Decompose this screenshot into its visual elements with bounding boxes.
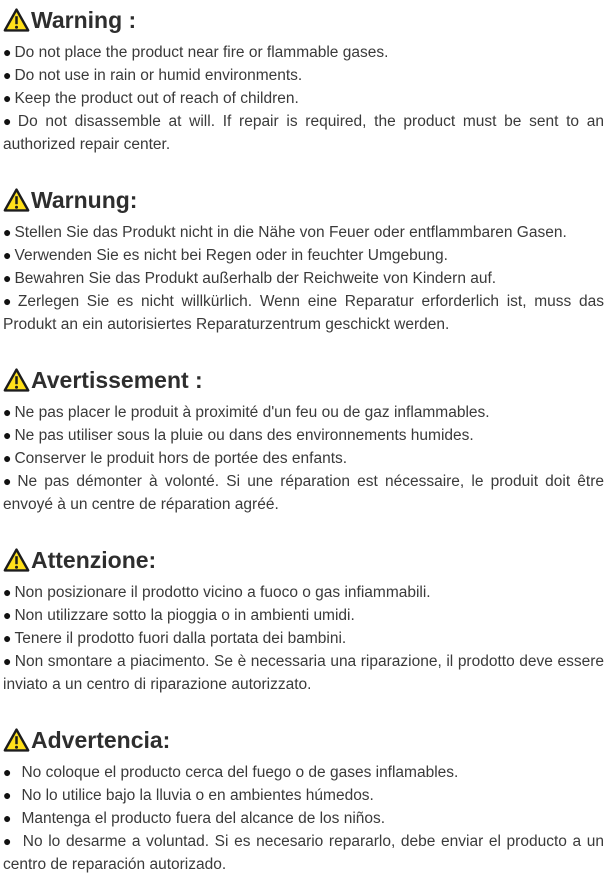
bullet-dot-icon: ● xyxy=(3,44,12,60)
exclamation-dot xyxy=(15,206,18,209)
bullet-dot-icon: ● xyxy=(3,787,12,803)
bullet-item xyxy=(3,221,604,244)
bullet-list xyxy=(3,761,604,876)
exclamation-bar xyxy=(15,736,18,744)
bullet-text: Verwenden Sie es nicht bei Regen oder in feuchter Umgebung. xyxy=(14,247,448,264)
bullet-item xyxy=(3,581,604,604)
bullet-list xyxy=(3,401,604,516)
section-heading: Warning : xyxy=(31,7,137,33)
bullet-dot-icon: ● xyxy=(3,224,12,240)
bullet-list xyxy=(3,581,604,696)
warning-section-german xyxy=(3,185,604,336)
section-heading-row xyxy=(3,725,604,755)
bullet-dot-icon: ● xyxy=(3,293,15,309)
section-heading: Avertissement : xyxy=(31,367,203,393)
bullet-dot-icon: ● xyxy=(3,90,12,106)
bullet-item xyxy=(3,244,604,267)
bullet-item xyxy=(3,627,604,650)
bullet-dot-icon: ● xyxy=(3,764,12,780)
bullet-item xyxy=(3,87,604,110)
bullet-item xyxy=(3,290,604,336)
bullet-dot-icon: ● xyxy=(3,67,12,83)
bullet-text: Ne pas utiliser sous la pluie ou dans des environnements humides. xyxy=(14,427,474,444)
warning-triangle-icon xyxy=(3,727,30,753)
bullet-text: Bewahren Sie das Produkt außerhalb der Reichweite von Kindern auf. xyxy=(14,270,497,287)
bullet-item xyxy=(3,784,604,807)
bullet-text: Conserver le produit hors de portée des enfants. xyxy=(14,450,348,467)
bullet-text: Do not disassemble at will. If repair is required, the product must be sent to an authorized repair center. xyxy=(3,113,604,153)
bullet-item xyxy=(3,470,604,516)
warning-triangle-icon xyxy=(3,7,30,33)
bullet-dot-icon: ● xyxy=(3,427,12,443)
bullet-text: No lo desarme a voluntad. Si es necesario repararlo, debe enviar el producto a un centro de reparación autorizado. xyxy=(3,833,605,873)
bullet-text: Keep the product out of reach of children. xyxy=(14,90,299,107)
warning-section-spanish xyxy=(3,725,604,876)
bullet-text: Non utilizzare sotto la pioggia o in ambienti umidi. xyxy=(14,607,355,624)
warning-triangle-icon xyxy=(3,187,30,213)
section-heading-row xyxy=(3,5,604,35)
bullet-dot-icon: ● xyxy=(3,450,12,466)
warning-section-english xyxy=(3,5,604,156)
exclamation-dot xyxy=(15,566,18,569)
bullet-dot-icon: ● xyxy=(3,113,15,129)
bullet-text: Do not use in rain or humid environments. xyxy=(14,67,303,84)
bullet-text: Mantenga el producto fuera del alcance de los niños. xyxy=(21,810,386,827)
bullet-item xyxy=(3,604,604,627)
bullet-item xyxy=(3,41,604,64)
bullet-item xyxy=(3,447,604,470)
bullet-dot-icon: ● xyxy=(3,630,12,646)
bullet-dot-icon: ● xyxy=(3,404,12,420)
section-heading-row xyxy=(3,545,604,575)
bullet-text: Zerlegen Sie es nicht willkürlich. Wenn eine Reparatur erforderlich ist, muss das Produkt an ein autorisiertes Reparaturzentrum geschickt werden. xyxy=(3,293,604,333)
bullet-dot-icon: ● xyxy=(3,653,12,669)
bullet-text: Tenere il prodotto fuori dalla portata dei bambini. xyxy=(14,630,347,647)
bullet-list xyxy=(3,221,604,336)
bullet-dot-icon: ● xyxy=(3,833,13,849)
bullet-text: Do not place the product near fire or flammable gases. xyxy=(14,44,389,61)
bullet-text: Stellen Sie das Produkt nicht in die Nähe von Feuer oder entflammbaren Gasen. xyxy=(14,224,567,241)
warning-section-italian xyxy=(3,545,604,696)
bullet-dot-icon: ● xyxy=(3,584,12,600)
bullet-item xyxy=(3,761,604,784)
section-heading-row xyxy=(3,185,604,215)
bullet-text: No coloque el producto cerca del fuego o de gases inflamables. xyxy=(21,764,459,781)
warning-triangle-icon xyxy=(3,547,30,573)
bullet-dot-icon: ● xyxy=(3,473,15,489)
warning-section-french xyxy=(3,365,604,516)
bullet-text: Non posizionare il prodotto vicino a fuoco o gas infiammabili. xyxy=(14,584,431,601)
bullet-dot-icon: ● xyxy=(3,247,12,263)
section-heading: Attenzione: xyxy=(31,547,157,573)
bullet-item xyxy=(3,650,604,696)
bullet-item xyxy=(3,267,604,290)
exclamation-dot xyxy=(15,386,18,389)
exclamation-bar xyxy=(15,196,18,204)
bullet-dot-icon: ● xyxy=(3,810,12,826)
bullet-item xyxy=(3,830,604,876)
exclamation-bar xyxy=(15,16,18,24)
bullet-item xyxy=(3,64,604,87)
bullet-list xyxy=(3,41,604,156)
section-heading: Advertencia: xyxy=(31,727,171,753)
bullet-text: Ne pas placer le produit à proximité d'un feu ou de gaz inflammables. xyxy=(14,404,490,421)
bullet-text: Ne pas démonter à volonté. Si une réparation est nécessaire, le produit doit être envoyé à un centre de réparation agréé. xyxy=(3,473,604,513)
exclamation-dot xyxy=(15,746,18,749)
exclamation-bar xyxy=(15,556,18,564)
bullet-dot-icon: ● xyxy=(3,270,12,286)
bullet-item xyxy=(3,807,604,830)
section-heading: Warnung: xyxy=(31,187,138,213)
exclamation-dot xyxy=(15,26,18,29)
exclamation-bar xyxy=(15,376,18,384)
bullet-item xyxy=(3,110,604,156)
warning-triangle-icon xyxy=(3,367,30,393)
bullet-item xyxy=(3,401,604,424)
bullet-item xyxy=(3,424,604,447)
bullet-dot-icon: ● xyxy=(3,607,12,623)
section-heading-row xyxy=(3,365,604,395)
bullet-text: Non smontare a piacimento. Se è necessaria una riparazione, il prodotto deve essere inviato a un centro di riparazione autorizzato. xyxy=(3,653,604,693)
bullet-text: No lo utilice bajo la lluvia o en ambientes húmedos. xyxy=(21,787,374,804)
